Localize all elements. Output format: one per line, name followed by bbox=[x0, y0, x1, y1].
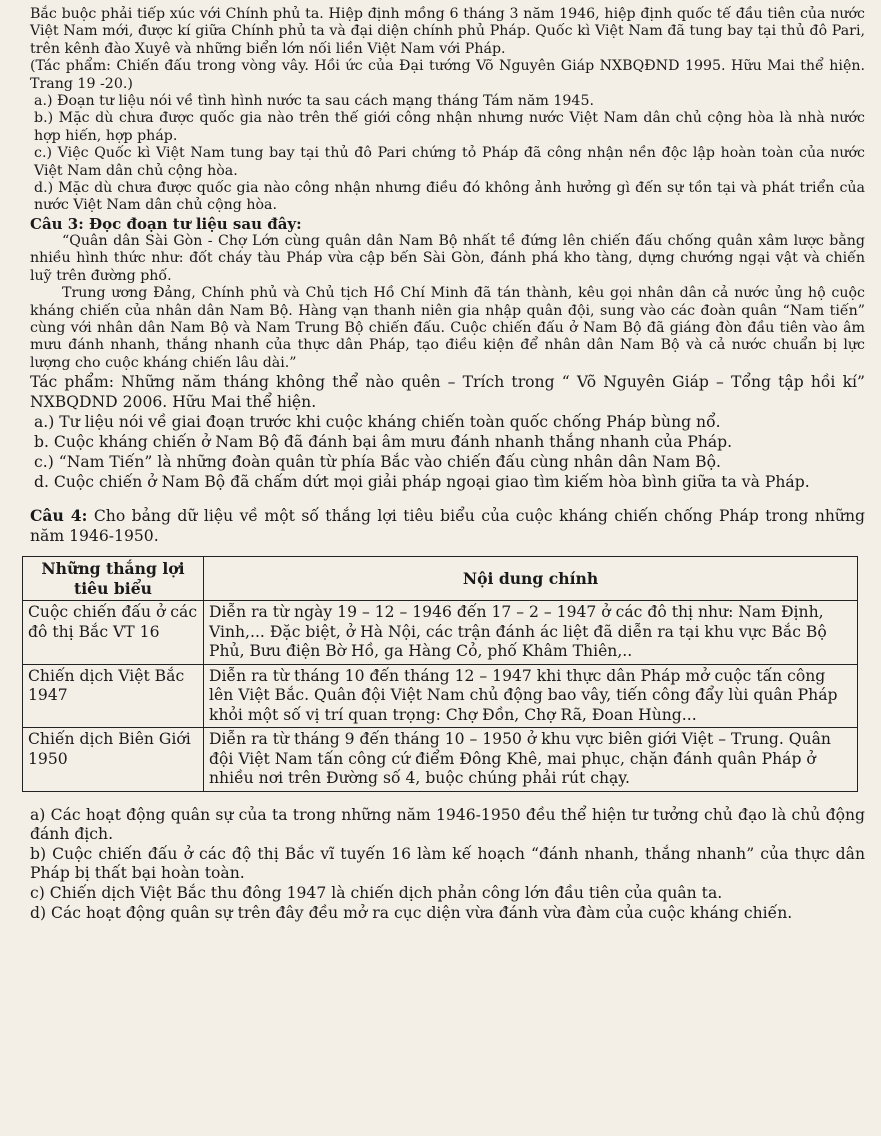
source-citation: (Tác phẩm: Chiến đấu trong vòng vây. Hồi ức của Đại tướng Võ Nguyên Giáp NXBQĐND 1995. Hữu Mai thể hiện. Trang 19 -20.) bbox=[30, 58, 865, 92]
table-header-content: Nội dung chính bbox=[204, 557, 858, 601]
table-row bbox=[23, 601, 858, 665]
table-cell-victory: Chiến dịch Việt Bắc 1947 bbox=[23, 664, 204, 728]
question-4-option-c: c) Chiến dịch Việt Bắc thu đông 1947 là chiến dịch phản công lớn đầu tiên của quân ta. bbox=[30, 884, 723, 902]
section-top bbox=[30, 6, 865, 215]
question-4-option-a: a) Các hoạt động quân sự của ta trong những năm 1946-1950 đều thể hiện tư tưởng chủ đạo là chủ động đánh địch. bbox=[30, 805, 865, 844]
option-a: a.) Đoạn tư liệu nói về tình hình nước ta sau cách mạng tháng Tám năm 1945. bbox=[34, 93, 594, 110]
intro-paragraph: Bắc buộc phải tiếp xúc với Chính phủ ta. Hiệp định mồng 6 tháng 3 năm 1946, hiệp định quốc tế đầu tiên của nước Việt Nam mới, được kí giữa Chính phủ ta và đại diện chính phủ Pháp. Quốc kì Việt Nam đã tung bay tại thủ đô Pari, trên kênh đào Xuyê và những biển lớn nối liền Việt Nam với Pháp. bbox=[30, 6, 865, 57]
question-4-option-d: d) Các hoạt động quân sự trên đây đều mở ra cục diện vừa đánh vừa đàm của cuộc kháng chiến. bbox=[30, 903, 793, 922]
table-cell-content: Diễn ra từ tháng 10 đến tháng 12 – 1947 khi thực dân Pháp mở cuộc tấn công lên Việt Bắc. Quân đội Việt Nam chủ động bao vây, tiến công đẩy lùi quân Pháp khỏi một số vị trí quan trọng: Chợ Đồn, Chợ Rã, Đoan Hùng... bbox=[204, 664, 858, 728]
question-3-paragraph-1: “Quân dân Sài Gòn - Chợ Lớn cùng quân dân Nam Bộ nhất tề đứng lên chiến đấu chống quân xâm lược bằng nhiều hình thức như: đốt cháy tàu Pháp vừa cập bến Sài Gòn, đánh phá kho tàng, dựng chướng ngại vật và chiến luỹ trên đường phố. bbox=[30, 232, 865, 284]
table-row bbox=[23, 664, 858, 728]
question-4-text: Cho bảng dữ liệu về một số thắng lợi tiêu biểu của cuộc kháng chiến chống Pháp trong những năm 1946-1950. bbox=[30, 507, 866, 546]
table-cell-content: Diễn ra từ ngày 19 – 12 – 1946 đến 17 – 2 – 1947 ở các đô thị như: Nam Định, Vinh,... Đặc biệt, ở Hà Nội, các trận đánh ác liệt đã diễn ra tại khu vực Bắc Bộ Phủ, Bưu điện Bờ Hồ, ga Hàng Cỏ, phố Khâm Thiên,.. bbox=[204, 601, 858, 665]
question-3-option-a: a.) Tư liệu nói về giai đoạn trước khi cuộc kháng chiến toàn quốc chống Pháp bùng nổ. bbox=[34, 413, 721, 432]
question-4-heading: Câu 4: bbox=[30, 506, 88, 526]
question-4-prompt bbox=[30, 506, 865, 546]
table-cell-content: Diễn ra từ tháng 9 đến tháng 10 – 1950 ở khu vực biên giới Việt – Trung. Quân đội Việt Nam tấn công cứ điểm Đông Khê, mai phục, chặn đánh quân Pháp ở nhiều nơi trên Đường số 4, buộc chúng phải rút chạy. bbox=[204, 728, 858, 792]
question-3-paragraph-2: Trung ương Đảng, Chính phủ và Chủ tịch Hồ Chí Minh đã tán thành, kêu gọi nhân dân cả nước ủng hộ cuộc kháng chiến của nhân dân Nam Bộ. Hàng vạn thanh niên gia nhập quân đội, sung vào các đoàn quân “Nam tiến” cùng với nhân dân Nam Bộ và Nam Trung Bộ chiến đấu. Cuộc chiến đấu ở Nam Bộ đã giáng đòn đầu tiên vào âm mưu đánh nhanh, thắng nhanh của thực dân Pháp, tạo điều kiện để nhân dân Nam Bộ và cả nước chuẩn bị lực lượng cho cuộc kháng chiến lâu dài.” bbox=[30, 285, 865, 371]
option-b: b.) Mặc dù chưa được quốc gia nào trên thế giới công nhận nhưng nước Việt Nam dân chủ cộng hòa là nhà nước hợp hiến, hợp pháp. bbox=[34, 110, 865, 144]
question-3-option-b: b. Cuộc kháng chiến ở Nam Bộ đã đánh bại âm mưu đánh nhanh thắng nhanh của Pháp. bbox=[34, 433, 733, 452]
table-cell-victory: Cuộc chiến đấu ở các đô thị Bắc VT 16 bbox=[23, 601, 204, 665]
question-3-source: Tác phẩm: Những năm tháng không thể nào quên – Trích trong “ Võ Nguyên Giáp – Tổng tập hồi kí” NXBQDND 2006. Hữu Mai thể hiện. bbox=[30, 373, 865, 412]
question-3 bbox=[30, 215, 865, 492]
question-4-option-b: b) Cuộc chiến đấu ở các độ thị Bắc vĩ tuyến 16 làm kế hoạch “đánh nhanh, thắng nhanh” của thực dân Pháp bị thất bại hoàn toàn. bbox=[30, 844, 865, 883]
question-4-options bbox=[30, 806, 865, 924]
question-4 bbox=[30, 506, 865, 923]
victories-table bbox=[22, 556, 858, 792]
question-3-heading: Câu 3: Đọc đoạn tư liệu sau đây: bbox=[30, 214, 302, 233]
option-d: d.) Mặc dù chưa được quốc gia nào công nhận nhưng điều đó không ảnh hưởng gì đến sự tồn tại và phát triển của nước Việt Nam dân chủ cộng hòa. bbox=[34, 180, 865, 214]
table-row bbox=[23, 728, 858, 792]
table-header-victories: Những thắng lợi tiêu biểu bbox=[23, 557, 204, 601]
option-c: c.) Việc Quốc kì Việt Nam tung bay tại thủ đô Pari chứng tỏ Pháp đã công nhận nền độc lập hoàn toàn của nước Việt Nam dân chủ cộng hòa. bbox=[34, 145, 865, 179]
question-3-option-d: d. Cuộc chiến ở Nam Bộ đã chấm dứt mọi giải pháp ngoại giao tìm kiếm hòa bình giữa ta và Pháp. bbox=[34, 473, 810, 492]
table-cell-victory: Chiến dịch Biên Giới 1950 bbox=[23, 728, 204, 792]
question-3-option-c: c.) “Nam Tiến” là những đoàn quân từ phía Bắc vào chiến đấu cùng nhân dân Nam Bộ. bbox=[34, 453, 721, 472]
table-header-row bbox=[23, 557, 858, 601]
